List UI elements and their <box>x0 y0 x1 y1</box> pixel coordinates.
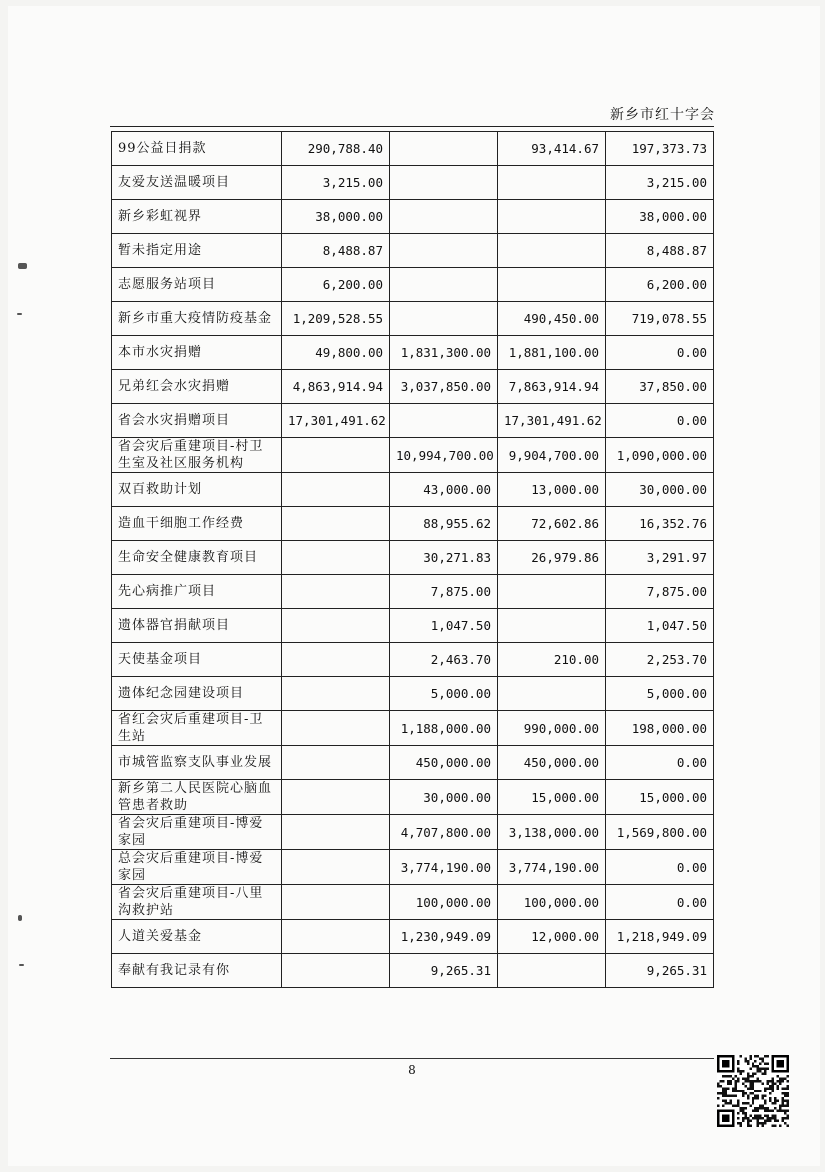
table-row <box>112 541 714 575</box>
amount-cell <box>282 575 390 609</box>
amount-cell <box>282 609 390 643</box>
amount-cell <box>390 200 498 234</box>
amount-cell: 450,000.00 <box>498 746 606 780</box>
amount-cell <box>498 677 606 711</box>
amount-cell <box>282 885 390 920</box>
amount-cell: 5,000.00 <box>390 677 498 711</box>
amount-cell: 490,450.00 <box>498 302 606 336</box>
amount-cell <box>498 200 606 234</box>
amount-cell: 1,569,800.00 <box>606 815 714 850</box>
amount-cell: 37,850.00 <box>606 370 714 404</box>
item-name-cell: 兄弟红会水灾捐赠 <box>112 370 282 404</box>
amount-cell <box>282 473 390 507</box>
amount-cell: 3,037,850.00 <box>390 370 498 404</box>
amount-cell: 15,000.00 <box>498 780 606 815</box>
scan-speck <box>17 313 22 315</box>
amount-cell: 9,904,700.00 <box>498 438 606 473</box>
item-name-cell: 友爱友送温暖项目 <box>112 166 282 200</box>
amount-cell: 4,707,800.00 <box>390 815 498 850</box>
amount-cell <box>282 954 390 988</box>
amount-cell: 3,774,190.00 <box>498 850 606 885</box>
amount-cell: 100,000.00 <box>498 885 606 920</box>
amount-cell: 198,000.00 <box>606 711 714 746</box>
donation-ledger-table <box>111 131 714 988</box>
amount-cell: 93,414.67 <box>498 132 606 166</box>
table-row <box>112 166 714 200</box>
amount-cell: 16,352.76 <box>606 507 714 541</box>
table-row <box>112 200 714 234</box>
amount-cell: 1,047.50 <box>390 609 498 643</box>
amount-cell: 0.00 <box>606 850 714 885</box>
amount-cell <box>282 677 390 711</box>
scan-speck <box>19 964 24 966</box>
amount-cell: 43,000.00 <box>390 473 498 507</box>
amount-cell: 49,800.00 <box>282 336 390 370</box>
footer-divider <box>110 1058 714 1059</box>
amount-cell: 15,000.00 <box>606 780 714 815</box>
amount-cell <box>390 132 498 166</box>
table-row <box>112 336 714 370</box>
amount-cell <box>390 302 498 336</box>
amount-cell <box>498 268 606 302</box>
amount-cell <box>390 404 498 438</box>
table-row <box>112 234 714 268</box>
table-row <box>112 815 714 850</box>
item-name-cell: 99公益日捐款 <box>112 132 282 166</box>
amount-cell <box>282 815 390 850</box>
amount-cell: 719,078.55 <box>606 302 714 336</box>
item-name-cell: 省会灾后重建项目-博爱家园 <box>112 815 282 850</box>
amount-cell: 1,831,300.00 <box>390 336 498 370</box>
item-name-cell: 遗体纪念园建设项目 <box>112 677 282 711</box>
amount-cell: 88,955.62 <box>390 507 498 541</box>
amount-cell <box>282 850 390 885</box>
amount-cell: 0.00 <box>606 746 714 780</box>
amount-cell: 7,875.00 <box>390 575 498 609</box>
amount-cell <box>282 711 390 746</box>
amount-cell: 38,000.00 <box>282 200 390 234</box>
scan-speck <box>18 263 27 269</box>
amount-cell: 38,000.00 <box>606 200 714 234</box>
amount-cell: 0.00 <box>606 885 714 920</box>
item-name-cell: 省红会灾后重建项目-卫生站 <box>112 711 282 746</box>
scan-speck <box>18 915 22 921</box>
item-name-cell: 天使基金项目 <box>112 643 282 677</box>
amount-cell: 17,301,491.62 <box>498 404 606 438</box>
table-row <box>112 711 714 746</box>
amount-cell: 990,000.00 <box>498 711 606 746</box>
item-name-cell: 省会灾后重建项目-村卫生室及社区服务机构 <box>112 438 282 473</box>
table-row <box>112 370 714 404</box>
amount-cell: 12,000.00 <box>498 920 606 954</box>
table-row <box>112 575 714 609</box>
table-row <box>112 850 714 885</box>
amount-cell <box>498 234 606 268</box>
amount-cell <box>282 541 390 575</box>
amount-cell <box>498 954 606 988</box>
table-row <box>112 404 714 438</box>
amount-cell: 1,188,000.00 <box>390 711 498 746</box>
amount-cell <box>390 166 498 200</box>
amount-cell: 13,000.00 <box>498 473 606 507</box>
item-name-cell: 暂未指定用途 <box>112 234 282 268</box>
amount-cell: 72,602.86 <box>498 507 606 541</box>
amount-cell: 197,373.73 <box>606 132 714 166</box>
amount-cell <box>282 507 390 541</box>
item-name-cell: 遗体器官捐献项目 <box>112 609 282 643</box>
amount-cell: 1,218,949.09 <box>606 920 714 954</box>
table-row <box>112 438 714 473</box>
item-name-cell: 造血干细胞工作经费 <box>112 507 282 541</box>
amount-cell: 5,000.00 <box>606 677 714 711</box>
amount-cell: 4,863,914.94 <box>282 370 390 404</box>
amount-cell <box>282 746 390 780</box>
amount-cell: 17,301,491.62 <box>282 404 390 438</box>
table-row <box>112 920 714 954</box>
item-name-cell: 先心病推广项目 <box>112 575 282 609</box>
item-name-cell: 新乡彩虹视界 <box>112 200 282 234</box>
amount-cell <box>282 643 390 677</box>
amount-cell: 9,265.31 <box>390 954 498 988</box>
item-name-cell: 奉献有我记录有你 <box>112 954 282 988</box>
table-row <box>112 643 714 677</box>
amount-cell: 2,253.70 <box>606 643 714 677</box>
table-row <box>112 746 714 780</box>
amount-cell: 3,291.97 <box>606 541 714 575</box>
amount-cell: 26,979.86 <box>498 541 606 575</box>
page-number: 8 <box>408 1063 416 1077</box>
amount-cell: 1,090,000.00 <box>606 438 714 473</box>
amount-cell <box>498 575 606 609</box>
amount-cell: 450,000.00 <box>390 746 498 780</box>
table-row <box>112 885 714 920</box>
amount-cell <box>282 780 390 815</box>
amount-cell: 7,875.00 <box>606 575 714 609</box>
table-row <box>112 677 714 711</box>
table-row <box>112 507 714 541</box>
amount-cell: 1,047.50 <box>606 609 714 643</box>
amount-cell: 30,000.00 <box>606 473 714 507</box>
amount-cell: 7,863,914.94 <box>498 370 606 404</box>
amount-cell <box>282 920 390 954</box>
header-divider <box>110 126 714 127</box>
amount-cell: 3,774,190.00 <box>390 850 498 885</box>
amount-cell <box>498 166 606 200</box>
amount-cell: 210.00 <box>498 643 606 677</box>
amount-cell: 6,200.00 <box>606 268 714 302</box>
amount-cell: 9,265.31 <box>606 954 714 988</box>
item-name-cell: 本市水灾捐赠 <box>112 336 282 370</box>
ledger-body <box>112 132 714 988</box>
amount-cell: 0.00 <box>606 404 714 438</box>
table-row <box>112 954 714 988</box>
item-name-cell: 志愿服务站项目 <box>112 268 282 302</box>
amount-cell: 30,000.00 <box>390 780 498 815</box>
amount-cell <box>498 609 606 643</box>
organization-header: 新乡市红十字会 <box>610 107 715 123</box>
amount-cell: 2,463.70 <box>390 643 498 677</box>
item-name-cell: 新乡市重大疫情防疫基金 <box>112 302 282 336</box>
item-name-cell: 人道关爱基金 <box>112 920 282 954</box>
table-row <box>112 302 714 336</box>
amount-cell: 10,994,700.00 <box>390 438 498 473</box>
amount-cell: 3,215.00 <box>282 166 390 200</box>
amount-cell: 0.00 <box>606 336 714 370</box>
amount-cell: 100,000.00 <box>390 885 498 920</box>
item-name-cell: 市城管监察支队事业发展 <box>112 746 282 780</box>
amount-cell <box>390 234 498 268</box>
amount-cell: 3,215.00 <box>606 166 714 200</box>
item-name-cell: 省会灾后重建项目-八里沟救护站 <box>112 885 282 920</box>
amount-cell: 1,230,949.09 <box>390 920 498 954</box>
amount-cell: 1,209,528.55 <box>282 302 390 336</box>
item-name-cell: 新乡第二人民医院心脑血管患者救助 <box>112 780 282 815</box>
table-row <box>112 609 714 643</box>
amount-cell: 30,271.83 <box>390 541 498 575</box>
amount-cell <box>282 438 390 473</box>
item-name-cell: 省会水灾捐赠项目 <box>112 404 282 438</box>
item-name-cell: 生命安全健康教育项目 <box>112 541 282 575</box>
table-row <box>112 132 714 166</box>
amount-cell: 1,881,100.00 <box>498 336 606 370</box>
amount-cell: 8,488.87 <box>282 234 390 268</box>
amount-cell: 3,138,000.00 <box>498 815 606 850</box>
table-row <box>112 780 714 815</box>
table-row <box>112 473 714 507</box>
table-row <box>112 268 714 302</box>
amount-cell: 290,788.40 <box>282 132 390 166</box>
qr-code-icon <box>717 1055 789 1127</box>
item-name-cell: 双百救助计划 <box>112 473 282 507</box>
amount-cell: 8,488.87 <box>606 234 714 268</box>
amount-cell: 6,200.00 <box>282 268 390 302</box>
item-name-cell: 总会灾后重建项目-博爱家园 <box>112 850 282 885</box>
amount-cell <box>390 268 498 302</box>
